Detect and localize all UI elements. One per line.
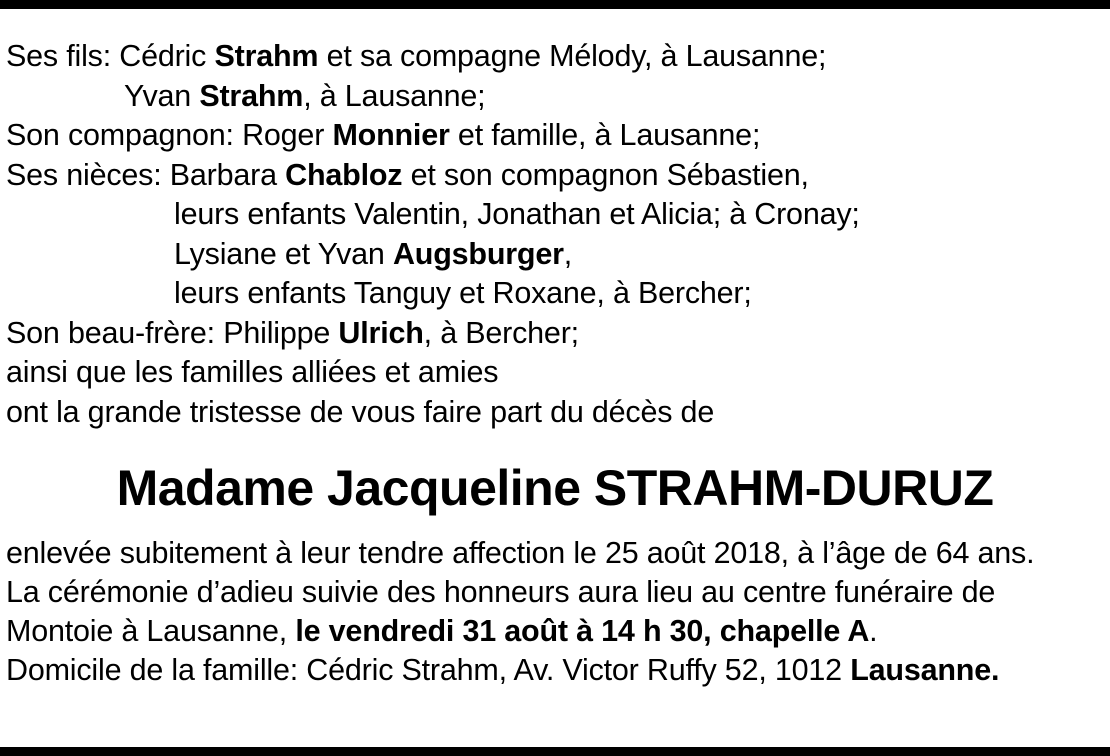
family-line <box>6 156 1104 196</box>
text-run: et famille, à Lausanne; <box>449 118 761 152</box>
text-run: enlevée subitement à leur tendre affection le 25 août 2018, à l’âge de 64 ans. <box>6 536 1035 570</box>
closing-paragraph <box>6 534 1104 690</box>
family-listing <box>6 37 1104 432</box>
text-run: Ses fils: Cédric <box>6 39 215 73</box>
surname-emphasis: Strahm <box>199 78 304 113</box>
family-line <box>6 353 1104 393</box>
text-run: leurs enfants Valentin, Jonathan et Alicia; à Cronay; <box>174 197 860 231</box>
text-run: , à Lausanne; <box>303 78 486 113</box>
closing-line <box>6 534 1104 573</box>
family-line <box>6 116 1104 156</box>
closing-line <box>6 573 1104 612</box>
family-line <box>6 195 1104 235</box>
surname-emphasis: le vendredi 31 août à 14 h 30, chapelle A <box>295 614 870 648</box>
family-line <box>6 77 1104 117</box>
text-run: et son compagnon Sébastien, <box>402 157 809 192</box>
text-run: . <box>869 614 878 648</box>
closing-line <box>6 612 1104 651</box>
text-run: leurs enfants Tanguy et Roxane, à Bercher; <box>174 276 752 310</box>
text-run: ainsi que les familles alliées et amies <box>6 355 499 389</box>
text-run: ont la grande tristesse de vous faire part du décès de <box>6 394 715 429</box>
closing-line <box>6 651 1104 690</box>
text-run: Montoie à Lausanne, <box>6 614 296 648</box>
text-run: , <box>563 236 573 271</box>
text-run: Ses nièces: Barbara <box>6 157 286 192</box>
family-line <box>6 314 1104 354</box>
text-run: Son compagnon: Roger <box>6 118 333 152</box>
surname-emphasis: Ulrich <box>338 315 424 350</box>
text-run: Son beau-frère: Philippe <box>6 315 339 350</box>
family-line <box>6 274 1104 314</box>
surname-emphasis: Augsburger <box>392 236 564 271</box>
deceased-name: Madame Jacqueline STRAHM-DURUZ <box>116 460 994 516</box>
family-line <box>6 235 1104 275</box>
text-run: Yvan <box>124 78 200 113</box>
family-line <box>6 393 1104 433</box>
surname-emphasis: Lausanne. <box>850 653 1000 687</box>
text-run: Lysiane et Yvan <box>174 236 393 271</box>
surname-emphasis: Monnier <box>332 118 450 152</box>
text-run: La cérémonie d’adieu suivie des honneurs aura lieu au centre funéraire de <box>6 575 996 609</box>
surname-emphasis: Strahm <box>214 39 319 73</box>
family-line <box>6 37 1104 77</box>
surname-emphasis: Chabloz <box>285 157 403 192</box>
text-run: Domicile de la famille: Cédric Strahm, Av. Victor Ruffy 52, 1012 <box>6 653 851 687</box>
text-run: , à Bercher; <box>423 315 579 350</box>
text-run: et sa compagne Mélody, à Lausanne; <box>318 39 827 73</box>
